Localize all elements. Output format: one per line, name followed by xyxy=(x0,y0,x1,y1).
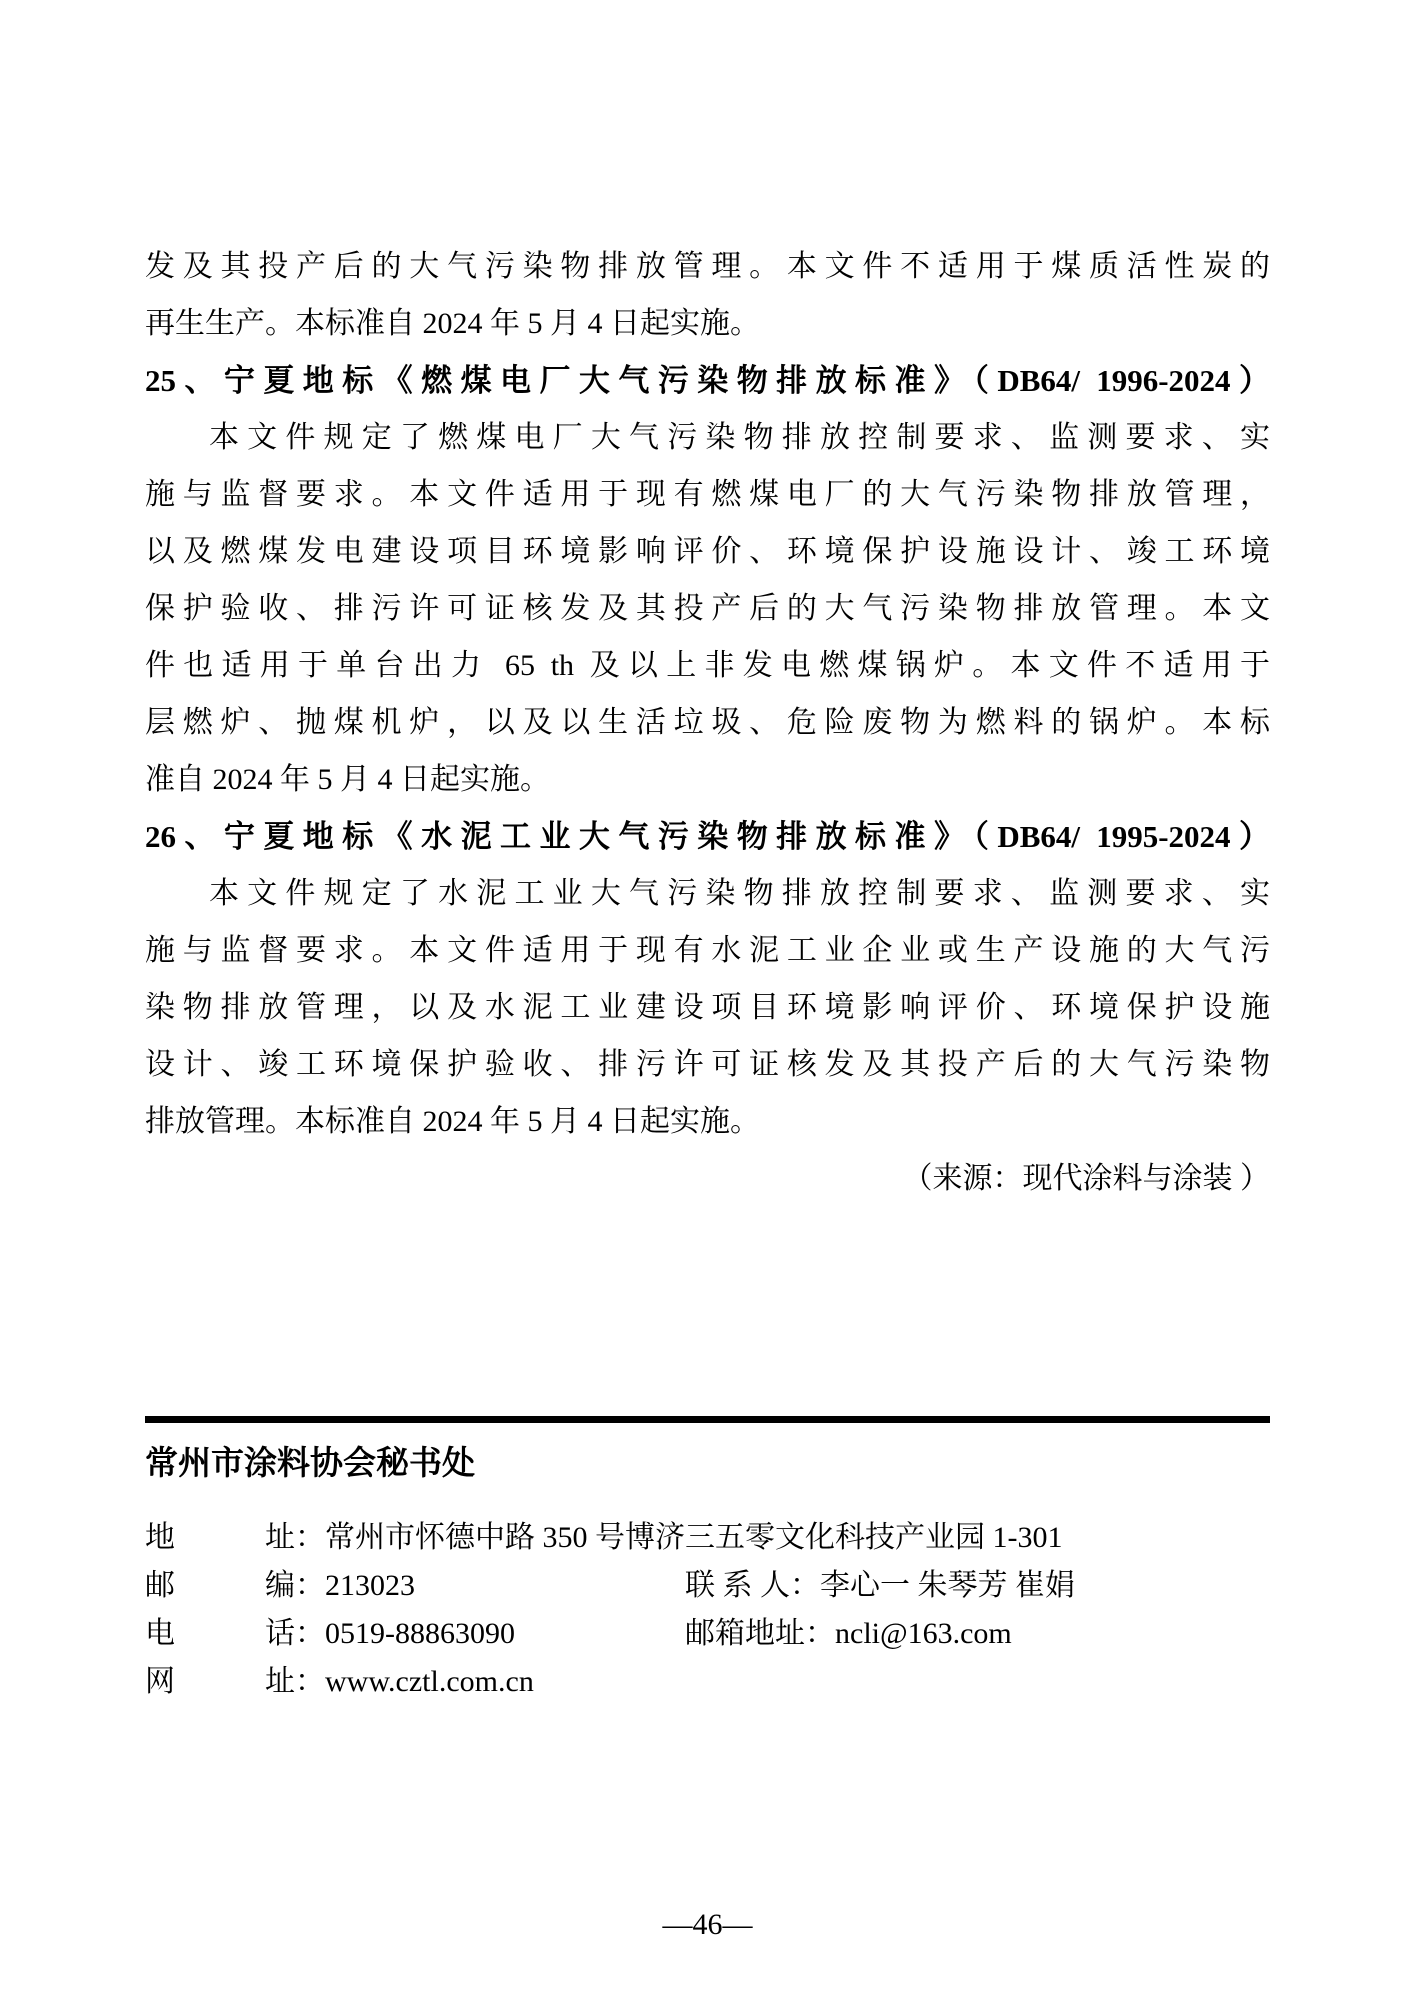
body-line: 施与监督要求。本文件适用于现有水泥工业企业或生产设施的大气污 xyxy=(145,934,1270,967)
body-line: 排放管理。本标准自 2024 年 5 月 4 日起实施。 xyxy=(145,1105,760,1138)
contact-value: 213023 xyxy=(325,1569,415,1602)
body-line: 以及燃煤发电建设项目环境影响评价、环境保护设施设计、竣工环境 xyxy=(145,535,1270,568)
body-line: 染物排放管理，以及水泥工业建设项目环境影响评价、环境保护设施 xyxy=(145,991,1270,1024)
body-line: 本文件规定了燃煤电厂大气污染物排放控制要求、监测要求、实 xyxy=(209,421,1270,454)
contact-col xyxy=(685,1610,1012,1658)
contact-value: www.cztl.com.cn xyxy=(325,1665,534,1698)
body-line: 施与监督要求。本文件适用于现有燃煤电厂的大气污染物排放管理， xyxy=(145,478,1270,511)
contact-col xyxy=(145,1514,1063,1562)
contact-col xyxy=(145,1610,685,1658)
divider-rule xyxy=(145,1416,1270,1423)
contact-label: 地 址： xyxy=(145,1521,325,1554)
contact-value: 0519-88863090 xyxy=(325,1617,515,1650)
contact-label: 邮 编： xyxy=(145,1569,325,1602)
body-line: 本文件规定了水泥工业大气污染物排放控制要求、监测要求、实 xyxy=(209,877,1270,910)
body-line: 准自 2024 年 5 月 4 日起实施。 xyxy=(145,763,550,796)
contact-col xyxy=(145,1658,685,1706)
body-line: 件也适用于单台出力 65 th 及以上非发电燃煤锅炉。本文件不适用于 xyxy=(145,649,1270,682)
contact-row xyxy=(145,1610,1270,1658)
contact-row xyxy=(145,1658,1270,1706)
contact-col xyxy=(145,1562,685,1610)
body-line: 设计、竣工环境保护验收、排污许可证核发及其投产后的大气污染物 xyxy=(145,1048,1270,1081)
content-area xyxy=(145,238,1270,1207)
contact-value: ncli@163.com xyxy=(835,1617,1012,1650)
body-line: 保护验收、排污许可证核发及其投产后的大气污染物排放管理。本文 xyxy=(145,592,1270,625)
intro-line: 发及其投产后的大气污染物排放管理。本文件不适用于煤质活性炭的 xyxy=(145,250,1270,283)
contact-label: 网 址： xyxy=(145,1665,325,1698)
section-heading-25: 25、宁夏地标《燃煤电厂大气污染物排放标准》（DB64/ 1996-2024） xyxy=(145,363,1270,398)
contact-label: 邮箱地址： xyxy=(685,1617,835,1650)
contact-label: 联 系 人： xyxy=(685,1569,820,1602)
contact-block xyxy=(145,1514,1270,1706)
contact-row xyxy=(145,1562,1270,1610)
intro-line: 再生生产。本标准自 2024 年 5 月 4 日起实施。 xyxy=(145,307,760,340)
contact-row xyxy=(145,1514,1270,1562)
contact-value: 李心一 朱琴芳 崔娟 xyxy=(820,1569,1075,1602)
contact-value: 常州市怀德中路 350 号博济三五零文化科技产业园 1-301 xyxy=(325,1521,1063,1554)
body-line: 层燃炉、抛煤机炉，以及以生活垃圾、危险废物为燃料的锅炉。本标 xyxy=(145,706,1270,739)
contact-label: 电 话： xyxy=(145,1617,325,1650)
section-heading-26: 26、宁夏地标《水泥工业大气污染物排放标准》（DB64/ 1995-2024） xyxy=(145,819,1270,854)
source-line: （来源：现代涂料与涂装 ） xyxy=(902,1162,1270,1195)
org-name: 常州市涂料协会秘书处 xyxy=(145,1444,475,1481)
contact-col xyxy=(685,1562,1075,1610)
page-number: —46— xyxy=(662,1908,753,1941)
